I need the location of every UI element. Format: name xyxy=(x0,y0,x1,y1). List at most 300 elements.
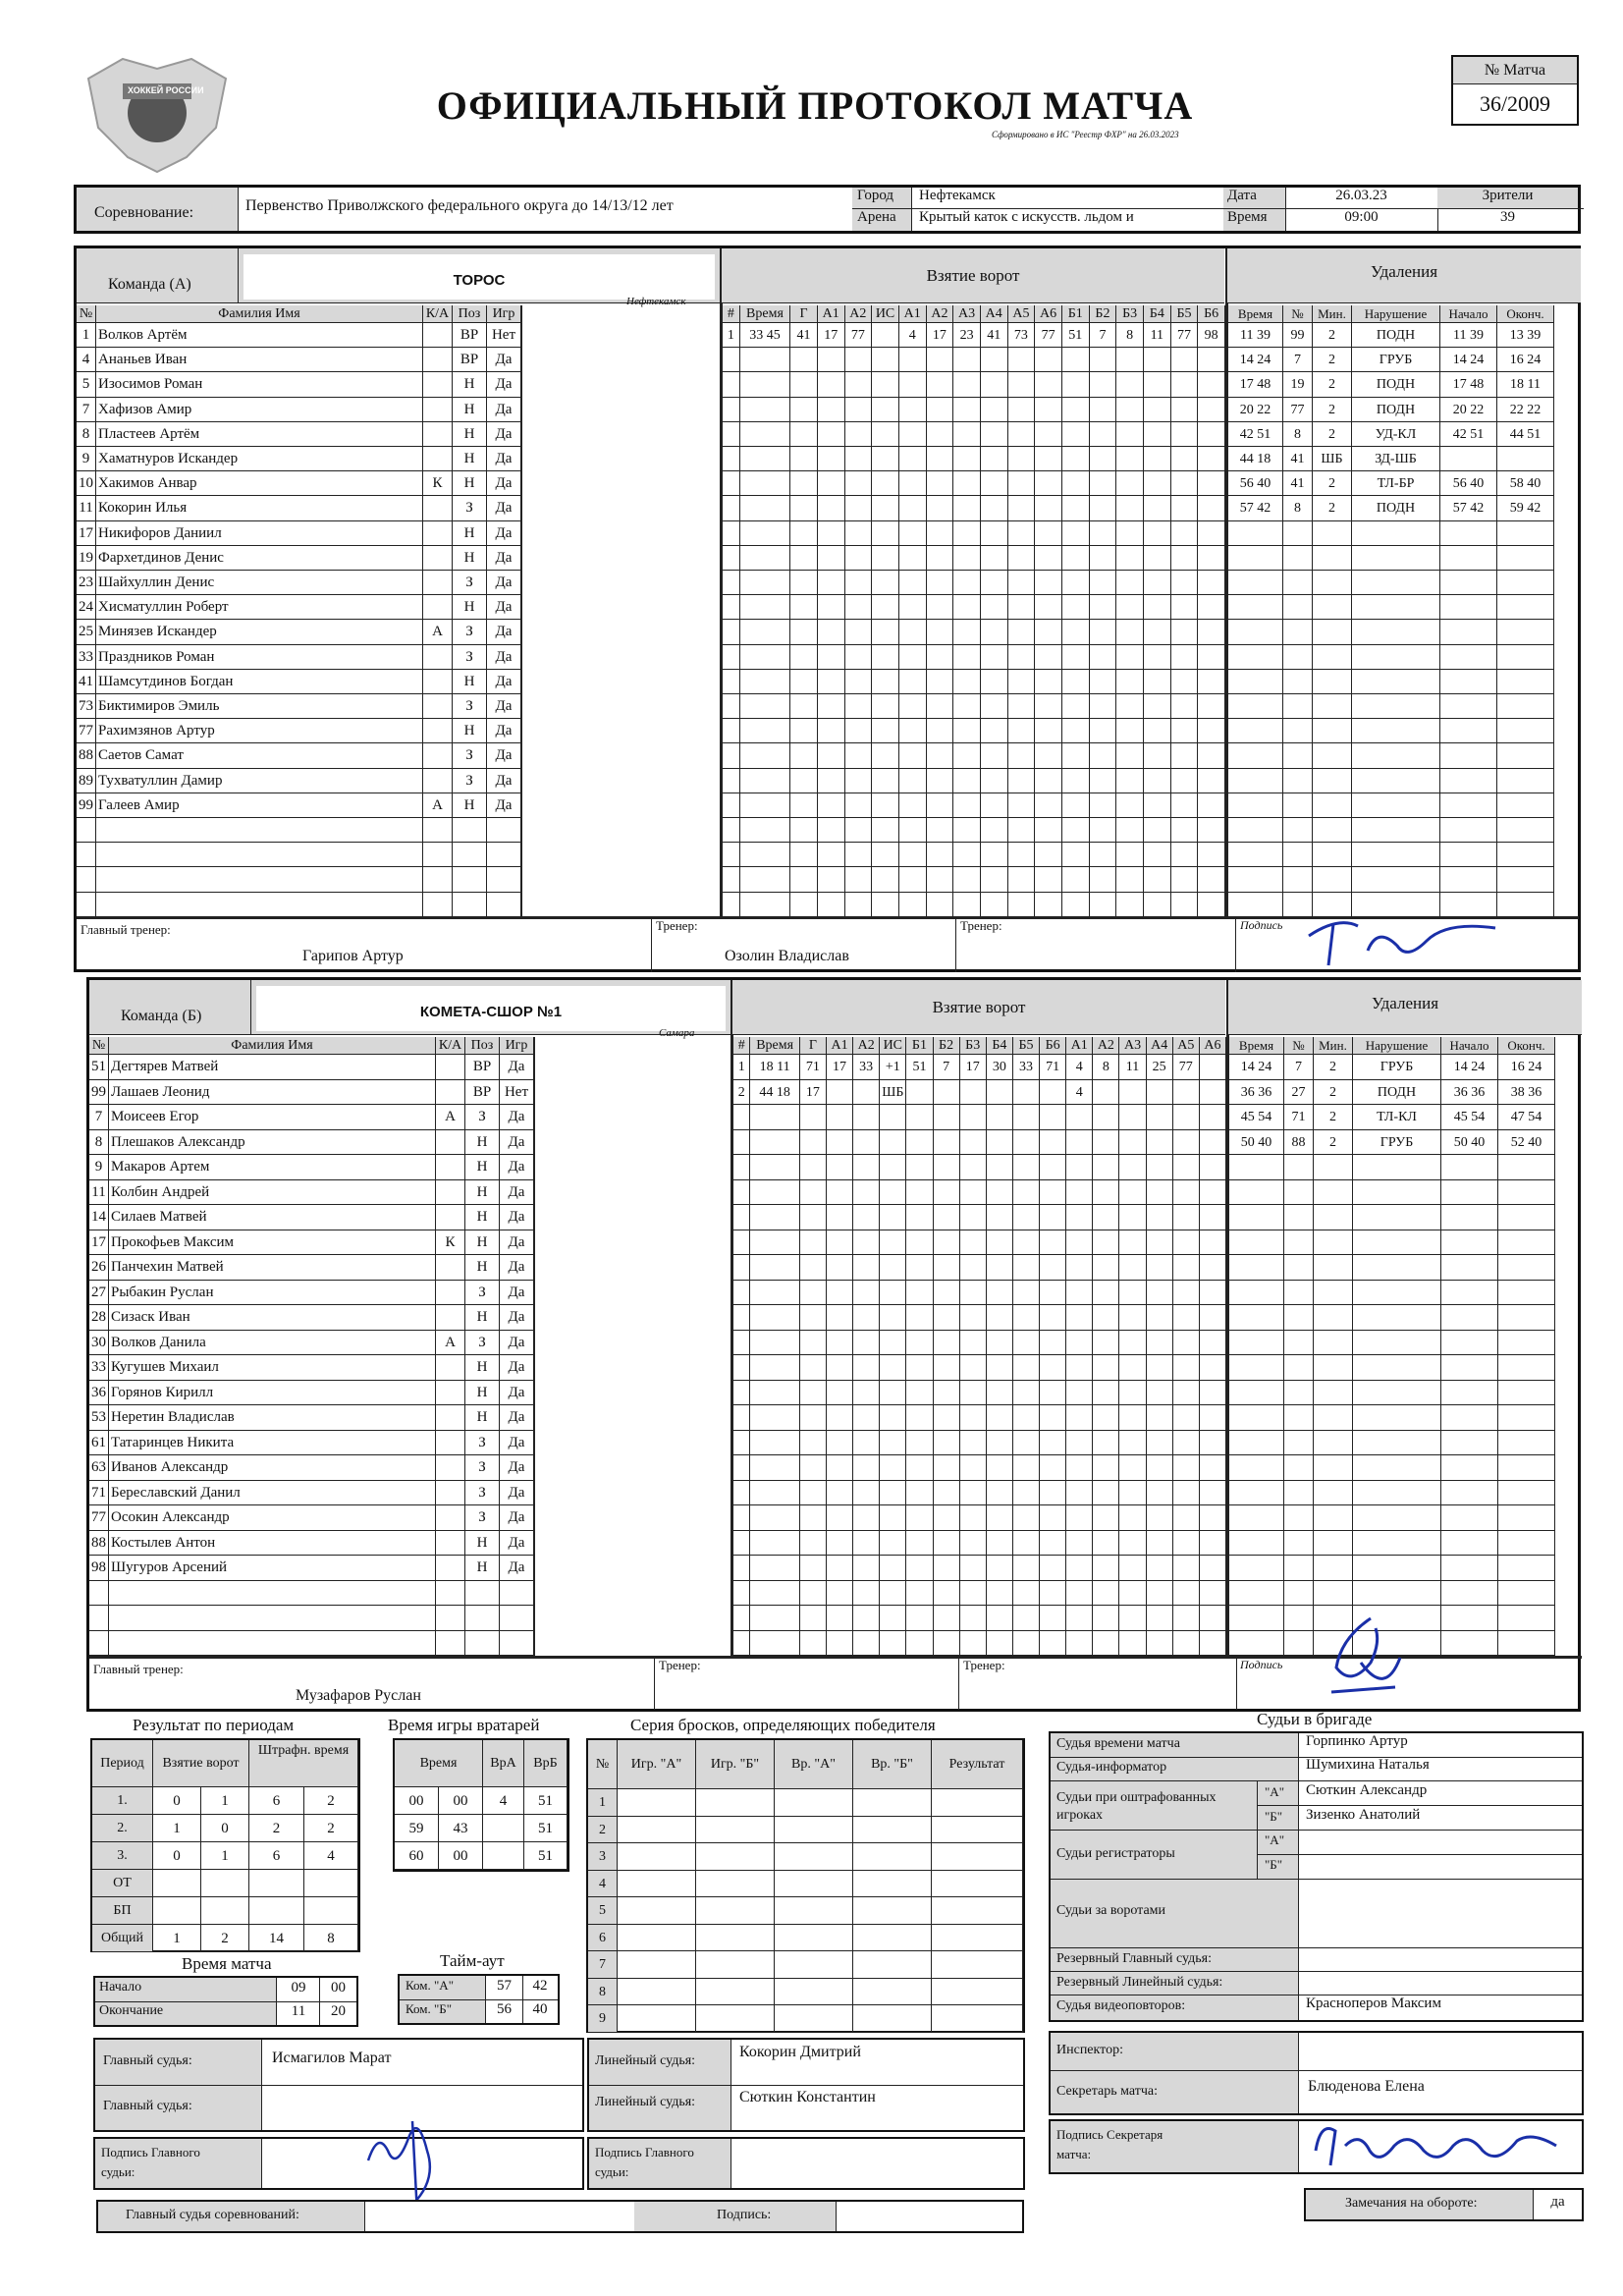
penalty-cell xyxy=(1228,743,1283,768)
goal-cell xyxy=(981,793,1008,818)
penalty-col-header: Оконч. xyxy=(1497,305,1554,323)
roster-col-header: Поз xyxy=(453,305,487,323)
goal-cell xyxy=(953,620,981,644)
goal-cell xyxy=(1066,1205,1093,1230)
penalty-cell xyxy=(1353,1355,1441,1381)
penalty-cell xyxy=(1441,1405,1498,1431)
goal-cell xyxy=(1008,348,1036,372)
shootout-col-header: № xyxy=(588,1740,618,1789)
goal-cell: 33 xyxy=(853,1055,880,1080)
roster-cell: 1 xyxy=(77,323,96,348)
goal-cell xyxy=(1062,620,1090,644)
goal-cell xyxy=(740,398,790,422)
penalty-cell xyxy=(1283,571,1313,595)
goal-cell xyxy=(1093,1230,1119,1256)
roster-cell: Да xyxy=(487,595,521,620)
penalty-col-header: Начало xyxy=(1440,305,1497,323)
penalty-cell xyxy=(1284,1255,1314,1281)
roster-cell xyxy=(453,893,487,917)
penalty-cell: УД-КЛ xyxy=(1352,422,1440,447)
goal-cell xyxy=(1173,1381,1200,1406)
roster-cell xyxy=(423,323,453,348)
team-b-goals-table xyxy=(733,1037,1226,1656)
goal-cell xyxy=(1116,743,1144,768)
goal-cell xyxy=(740,595,790,620)
goalie-cell: 51 xyxy=(524,1815,568,1842)
goal-cell xyxy=(1147,1505,1173,1531)
goal-cell xyxy=(1173,1581,1200,1607)
goal-cell xyxy=(1200,1180,1226,1206)
goal-cell xyxy=(1200,1155,1226,1180)
goal-cell xyxy=(1200,1230,1226,1256)
goal-cell: ШБ xyxy=(880,1080,906,1106)
goal-cell xyxy=(790,743,818,768)
goal-cell: 98 xyxy=(1198,323,1225,348)
penalty-cell xyxy=(1352,743,1440,768)
goal-cell xyxy=(899,620,927,644)
goal-cell xyxy=(740,620,790,644)
goal-cell xyxy=(960,1355,987,1381)
goal-cell xyxy=(1173,1281,1200,1306)
goal-cell xyxy=(960,1505,987,1531)
goal-cell xyxy=(1062,546,1090,571)
time-value: 09:00 xyxy=(1344,209,1379,225)
goalie-cell xyxy=(483,1842,524,1870)
timeout-table xyxy=(398,1974,560,2025)
roster-cell: 11 xyxy=(77,496,96,520)
penalty-cell xyxy=(1498,1305,1555,1331)
player-name xyxy=(109,1581,436,1607)
match-start-label: Начало xyxy=(99,1980,142,1995)
date-value: 26.03.23 xyxy=(1335,188,1387,203)
goal-cell xyxy=(853,1405,880,1431)
roster-cell: Да xyxy=(500,1230,534,1256)
penalty-cell xyxy=(1284,1481,1314,1506)
remarks-box xyxy=(1304,2188,1584,2221)
roster-cell: Да xyxy=(500,1381,534,1406)
goal-cell: 1 xyxy=(733,1055,750,1080)
goal-cell xyxy=(880,1331,906,1356)
penalty-col-header: № xyxy=(1284,1037,1314,1055)
roster-cell xyxy=(436,1381,465,1406)
goal-cell xyxy=(733,1230,750,1256)
goal-cell xyxy=(899,893,927,917)
goal-cell xyxy=(1035,620,1062,644)
goal-cell xyxy=(853,1205,880,1230)
goal-cell: 33 45 xyxy=(740,323,790,348)
penalty-cell xyxy=(1498,1381,1555,1406)
goal-cell xyxy=(1093,1305,1119,1331)
goal-cell xyxy=(1090,422,1117,447)
penalty-cell xyxy=(1284,1331,1314,1356)
player-name: Рахимзянов Артур xyxy=(96,719,423,743)
goal-cell xyxy=(1090,398,1117,422)
penalty-cell xyxy=(1314,1155,1353,1180)
shootout-row-number: 9 xyxy=(588,2005,618,2033)
shootout-cell xyxy=(775,1979,853,2006)
roster-cell xyxy=(436,1581,465,1607)
goal-cell xyxy=(934,1331,960,1356)
penalty-ref-a-tag: "А" xyxy=(1265,1784,1285,1799)
penalty-col-header: Нарушение xyxy=(1353,1037,1441,1055)
penalty-cell xyxy=(1229,1355,1284,1381)
goal-cell xyxy=(880,1281,906,1306)
goal-cell xyxy=(880,1130,906,1156)
goal-cell xyxy=(1093,1255,1119,1281)
penalty-cell xyxy=(1284,1381,1314,1406)
goal-cell xyxy=(827,1556,853,1581)
goal-cell xyxy=(1062,398,1090,422)
roster-col-header: Фамилия Имя xyxy=(109,1037,436,1055)
match-start-hours: 09 xyxy=(291,1980,306,1995)
goal-cell xyxy=(1116,694,1144,719)
penalty-cell xyxy=(1353,1255,1441,1281)
goal-cell xyxy=(1198,694,1225,719)
roster-cell: Н xyxy=(465,1230,500,1256)
goal-cell xyxy=(906,1305,933,1331)
goal-cell xyxy=(1198,546,1225,571)
goal-cell xyxy=(853,1481,880,1506)
goal-cell xyxy=(1040,1505,1066,1531)
roster-cell: Да xyxy=(487,571,521,595)
goal-cell xyxy=(987,1381,1013,1406)
goal-cell xyxy=(800,1606,827,1631)
penalty-cell xyxy=(1497,793,1554,818)
goal-cell xyxy=(1090,818,1117,843)
goal-cell xyxy=(1147,1531,1173,1557)
penalty-cell xyxy=(1228,595,1283,620)
penalty-cell xyxy=(1284,1505,1314,1531)
goal-cell xyxy=(740,694,790,719)
goal-cell xyxy=(1116,372,1144,397)
penalty-cell xyxy=(1441,1481,1498,1506)
goal-cell xyxy=(1173,1305,1200,1331)
goal-cell xyxy=(827,1581,853,1607)
goal-cell xyxy=(1116,398,1144,422)
goal-cell xyxy=(723,867,740,892)
roster-cell: 9 xyxy=(89,1155,109,1180)
roster-cell xyxy=(423,521,453,546)
player-name: Хакимов Анвар xyxy=(96,471,423,496)
goal-cell xyxy=(845,546,873,571)
goal-cell xyxy=(872,323,899,348)
goal-cell xyxy=(723,645,740,670)
penalty-cell: 13 39 xyxy=(1497,323,1554,348)
goal-cell xyxy=(853,1556,880,1581)
penalty-cell xyxy=(1498,1631,1555,1657)
goal-cell xyxy=(1171,793,1199,818)
goal-cell xyxy=(723,571,740,595)
timeout-b-label: Ком. "Б" xyxy=(406,2001,453,2016)
goal-cell xyxy=(1008,496,1036,520)
goal-cell xyxy=(750,1105,799,1130)
goal-cell xyxy=(960,1105,987,1130)
goal-cell xyxy=(899,843,927,867)
goal-cell: 11 xyxy=(1119,1055,1146,1080)
goal-cell xyxy=(872,743,899,768)
goal-cell xyxy=(750,1431,799,1456)
goal-cell xyxy=(845,818,873,843)
goal-cell xyxy=(987,1180,1013,1206)
goal-cell xyxy=(827,1230,853,1256)
roster-cell: Да xyxy=(500,1455,534,1481)
roster-cell: 10 xyxy=(77,471,96,496)
penalty-cell xyxy=(1441,1305,1498,1331)
goal-cell xyxy=(1013,1105,1040,1130)
penalty-cell xyxy=(1283,843,1313,867)
goal-cell xyxy=(906,1581,933,1607)
main-ref-sign-label: Подпись Главного судьи: xyxy=(101,2145,200,2179)
penalty-cell xyxy=(1352,867,1440,892)
penalty-cell: 45 54 xyxy=(1441,1105,1498,1130)
roster-cell: ВР xyxy=(453,323,487,348)
penalty-cell xyxy=(1353,1155,1441,1180)
goal-cell xyxy=(827,1180,853,1206)
roster-col-header: № xyxy=(77,305,96,323)
goal-cell xyxy=(1013,1305,1040,1331)
penalty-cell xyxy=(1229,1381,1284,1406)
goal-cell xyxy=(1119,1180,1146,1206)
goal-cell xyxy=(818,843,845,867)
registrar-b-tag: "Б" xyxy=(1265,1857,1283,1872)
goal-cell xyxy=(845,893,873,917)
goal-cell xyxy=(934,1205,960,1230)
goal-cell xyxy=(1147,1405,1173,1431)
goal-cell xyxy=(1171,571,1199,595)
goal-cell xyxy=(818,867,845,892)
goal-cell xyxy=(1147,1556,1173,1581)
goal-cell xyxy=(845,694,873,719)
penalty-cell xyxy=(1440,571,1497,595)
arena-label: Арена xyxy=(857,209,896,225)
goal-cell xyxy=(845,521,873,546)
goal-cell xyxy=(1147,1305,1173,1331)
goal-cell xyxy=(845,719,873,743)
goal-cell xyxy=(1040,1581,1066,1607)
goal-cell xyxy=(1062,645,1090,670)
roster-cell: Да xyxy=(500,1155,534,1180)
goal-cell xyxy=(872,471,899,496)
competition-label: Соревнование: xyxy=(94,204,194,221)
shootout-cell xyxy=(932,1951,1023,1979)
roster-cell: Да xyxy=(500,1331,534,1356)
roster-cell: 28 xyxy=(89,1305,109,1331)
goal-cell xyxy=(790,496,818,520)
remarks-value: да xyxy=(1550,2194,1565,2210)
roster-cell xyxy=(436,1080,465,1106)
goal-cell xyxy=(740,769,790,793)
goal-cell xyxy=(1013,1556,1040,1581)
team-a-roster xyxy=(77,305,521,916)
goal-cell xyxy=(906,1080,933,1106)
roster-cell: А xyxy=(436,1331,465,1356)
goal-cell: 51 xyxy=(1062,323,1090,348)
goal-cell xyxy=(981,694,1008,719)
shootout-col-header: Игр. "Б" xyxy=(696,1740,775,1789)
goal-col-header: Б1 xyxy=(906,1037,933,1055)
inspector-label: Инспектор: xyxy=(1056,2043,1123,2057)
goal-cell xyxy=(750,1155,799,1180)
penalty-cell xyxy=(1229,1606,1284,1631)
goal-cell xyxy=(1040,1331,1066,1356)
penalty-cell xyxy=(1228,694,1283,719)
penalty-cell xyxy=(1498,1556,1555,1581)
shootout-cell xyxy=(932,1817,1023,1844)
penalty-cell xyxy=(1313,521,1352,546)
goal-cell xyxy=(934,1405,960,1431)
main-ref-label-1: Главный судья: xyxy=(103,2053,192,2068)
goal-cell xyxy=(1171,743,1199,768)
roster-cell: К xyxy=(423,471,453,496)
goal-cell xyxy=(1008,422,1036,447)
main-ref-signature-box xyxy=(93,2137,584,2190)
goal-cell xyxy=(960,1230,987,1256)
penalty-cell xyxy=(1314,1180,1353,1206)
goal-cell xyxy=(953,719,981,743)
goal-cell xyxy=(1147,1581,1173,1607)
goal-cell xyxy=(1093,1431,1119,1456)
goal-cell xyxy=(987,1431,1013,1456)
player-name: Татаринцев Никита xyxy=(109,1431,436,1456)
goal-cell xyxy=(1147,1230,1173,1256)
penalty-cell: 50 40 xyxy=(1229,1130,1284,1156)
penalty-cell: 14 24 xyxy=(1440,348,1497,372)
goal-cell xyxy=(1116,546,1144,571)
shootout-cell xyxy=(696,2005,775,2033)
roster-cell xyxy=(436,1155,465,1180)
goal-cell xyxy=(827,1505,853,1531)
goal-cell xyxy=(1066,1305,1093,1331)
roster-col-header: К/А xyxy=(436,1037,465,1055)
goal-cell xyxy=(953,521,981,546)
shootout-cell xyxy=(932,2005,1023,2033)
goal-cell: 41 xyxy=(981,323,1008,348)
goal-col-header: А5 xyxy=(1008,305,1036,323)
penalty-cell xyxy=(1229,1331,1284,1356)
team-a-goals-header: Взятие ворот xyxy=(926,266,1020,285)
goal-cell xyxy=(906,1505,933,1531)
goal-cell xyxy=(1040,1180,1066,1206)
goal-cell xyxy=(1040,1355,1066,1381)
reserve-line-label: Резервный Линейный судья: xyxy=(1056,1975,1223,1990)
match-number-label: № Матча xyxy=(1453,57,1577,84)
results-col-header: Период xyxy=(92,1740,153,1787)
goal-cell xyxy=(723,743,740,768)
goal-cell xyxy=(1013,1281,1040,1306)
goal-cell xyxy=(790,447,818,471)
goal-cell xyxy=(899,348,927,372)
goal-cell xyxy=(1173,1355,1200,1381)
goal-cell xyxy=(981,471,1008,496)
goal-cell xyxy=(1035,719,1062,743)
goal-cell xyxy=(1198,893,1225,917)
goal-cell xyxy=(1093,1581,1119,1607)
roster-cell xyxy=(423,422,453,447)
goal-cell xyxy=(1008,521,1036,546)
roster-cell: 73 xyxy=(77,694,96,719)
goal-cell xyxy=(1093,1155,1119,1180)
shootout-cell xyxy=(932,1979,1023,2006)
goal-cell xyxy=(827,1606,853,1631)
penalty-cell xyxy=(1284,1581,1314,1607)
roster-cell: Н xyxy=(453,719,487,743)
goal-cell xyxy=(934,1130,960,1156)
penalty-cell xyxy=(1314,1305,1353,1331)
goal-cell xyxy=(1040,1230,1066,1256)
results-table xyxy=(90,1738,360,1952)
roster-cell: Н xyxy=(465,1155,500,1180)
goal-cell xyxy=(1008,595,1036,620)
team-a-label: Команда (А) xyxy=(108,276,191,293)
goal-cell xyxy=(1035,398,1062,422)
goal-cell xyxy=(1171,893,1199,917)
goal-cell xyxy=(987,1105,1013,1130)
goal-cell xyxy=(1066,1355,1093,1381)
goal-cell: 7 xyxy=(934,1055,960,1080)
player-name: Панчехин Матвей xyxy=(109,1255,436,1281)
penalty-cell xyxy=(1498,1405,1555,1431)
goal-cell xyxy=(853,1155,880,1180)
penalty-col-header: Начало xyxy=(1441,1037,1498,1055)
goal-cell xyxy=(1147,1155,1173,1180)
penalty-cell xyxy=(1313,793,1352,818)
roster-cell: А xyxy=(436,1105,465,1130)
shootout-cell xyxy=(696,1789,775,1817)
roster-cell xyxy=(77,843,96,867)
roster-cell xyxy=(436,1505,465,1531)
penalty-cell xyxy=(1441,1581,1498,1607)
penalty-cell xyxy=(1229,1455,1284,1481)
registrar-a-tag: "А" xyxy=(1265,1832,1285,1847)
goal-cell xyxy=(750,1205,799,1230)
goal-cell xyxy=(1008,818,1036,843)
goal-cell xyxy=(1198,818,1225,843)
penalty-cell xyxy=(1352,620,1440,644)
roster-cell: Н xyxy=(453,398,487,422)
goal-cell xyxy=(1035,595,1062,620)
line-ref-sign-label: Подпись Главного судьи: xyxy=(595,2145,694,2179)
penalty-cell: ШБ xyxy=(1313,447,1352,471)
penalty-cell xyxy=(1228,769,1283,793)
penalty-cell xyxy=(1440,546,1497,571)
roster-cell xyxy=(423,867,453,892)
goal-cell xyxy=(1198,398,1225,422)
goal-cell xyxy=(1035,372,1062,397)
penalty-cell xyxy=(1441,1381,1498,1406)
penalty-cell xyxy=(1313,645,1352,670)
goal-cell xyxy=(1066,1180,1093,1206)
roster-cell: Н xyxy=(453,595,487,620)
goal-cell xyxy=(790,893,818,917)
goal-cell xyxy=(1116,571,1144,595)
goal-cell xyxy=(750,1405,799,1431)
roster-cell: Да xyxy=(500,1405,534,1431)
results-cell: 8 xyxy=(304,1925,358,1952)
goal-cell xyxy=(1198,743,1225,768)
goal-cell xyxy=(1035,793,1062,818)
goal-cell xyxy=(845,571,873,595)
goal-cell xyxy=(1090,867,1117,892)
shootout-cell xyxy=(853,1871,932,1898)
player-name: Пластеев Артём xyxy=(96,422,423,447)
roster-cell xyxy=(500,1606,534,1631)
penalty-cell: 11 39 xyxy=(1228,323,1283,348)
goal-cell xyxy=(733,1481,750,1506)
roster-cell: Да xyxy=(487,348,521,372)
penalty-cell: 20 22 xyxy=(1440,398,1497,422)
goal-cell xyxy=(981,769,1008,793)
goal-cell xyxy=(1066,1531,1093,1557)
